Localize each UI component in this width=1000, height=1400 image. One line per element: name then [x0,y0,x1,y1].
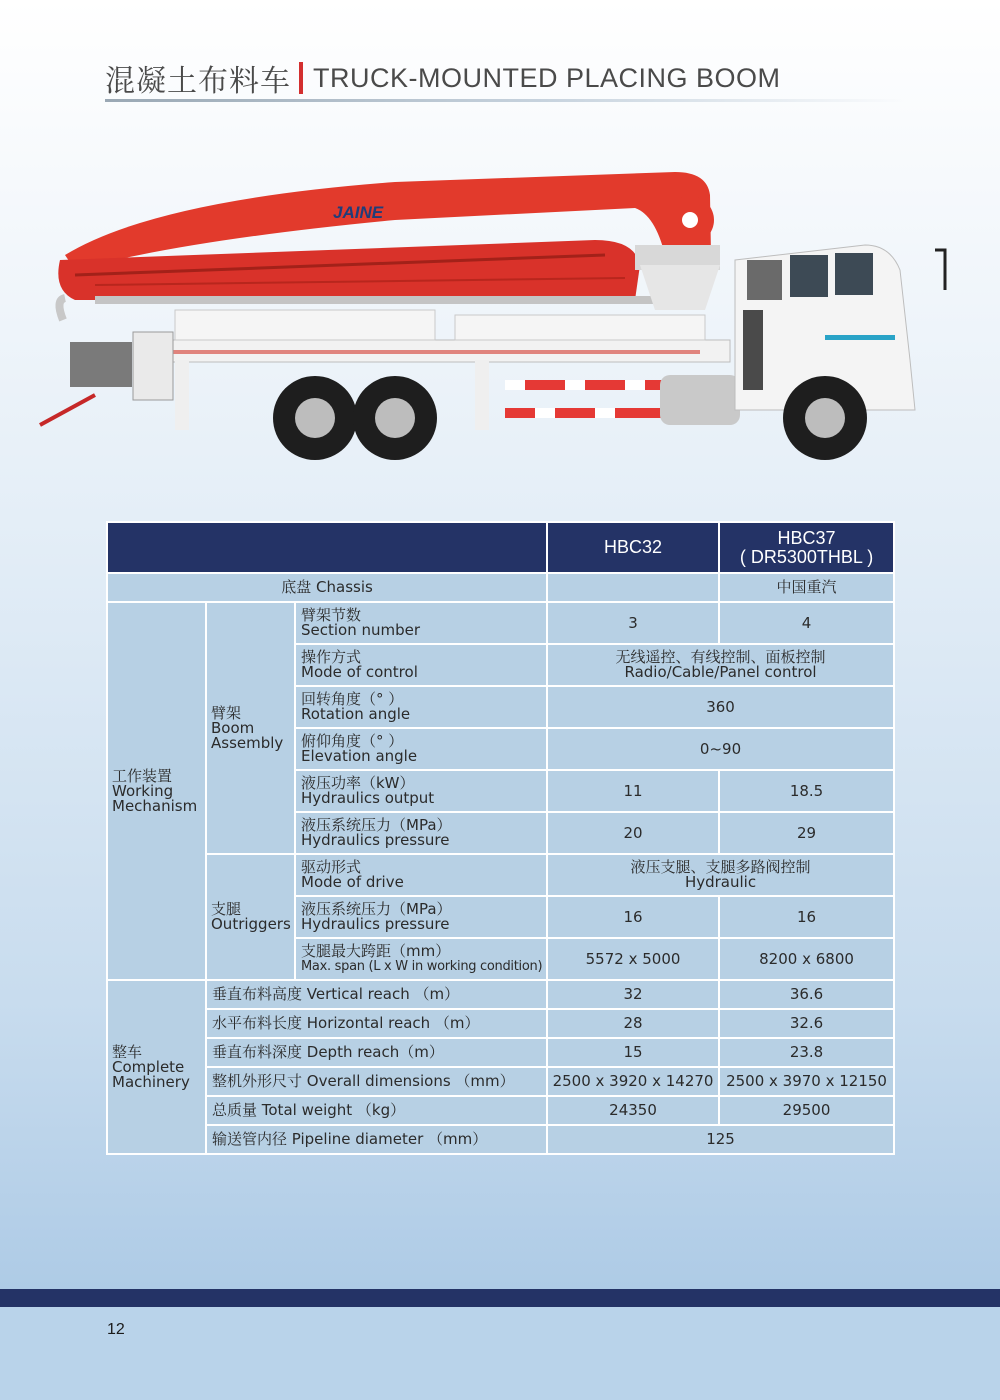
footer-band [0,1289,1000,1307]
cell-hbc32: 24350 [547,1096,719,1125]
cell-hbc37: 36.6 [719,980,894,1009]
cell-hbc32: 32 [547,980,719,1009]
row-label: 总质量 Total weight （kg） [206,1096,547,1125]
row-label: 整机外形尺寸 Overall dimensions （mm） [206,1067,547,1096]
group-boom-assembly: 臂架 Boom Assembly [206,602,295,854]
page-header [105,58,781,98]
cell-hbc37: 2500 x 3970 x 12150 [719,1067,894,1096]
row-label: 操作方式 Mode of control [295,644,547,686]
cell-hbc37: 8200 x 6800 [719,938,894,980]
table-row [107,602,894,644]
table-row [107,1125,894,1154]
model-hbc37: HBC37 ( DR5300THBL ) [719,522,894,573]
cell-hbc32: 2500 x 3920 x 14270 [547,1067,719,1096]
row-label: 液压系统压力（MPa） Hydraulics pressure [295,812,547,854]
table-row [107,1096,894,1125]
cell-hbc32: 5572 x 5000 [547,938,719,980]
chassis-hbc37: 中国重汽 [719,573,894,602]
row-label: 回转角度（° ） Rotation angle [295,686,547,728]
group-complete-machinery: 整车 Complete Machinery [107,980,206,1154]
table-row-chassis [107,573,894,602]
row-label: 水平布料长度 Horizontal reach （m） [206,1009,547,1038]
cell-hbc37: 4 [719,602,894,644]
cell-hbc37: 32.6 [719,1009,894,1038]
group-working-mechanism: 工作装置 Working Mechanism [107,602,206,980]
cell-merged: 0~90 [547,728,894,770]
row-label: 液压系统压力（MPa） Hydraulics pressure [295,896,547,938]
cell-hbc37: 18.5 [719,770,894,812]
cell-hbc32: 16 [547,896,719,938]
cell-hbc37: 29500 [719,1096,894,1125]
row-label: 液压功率（kW） Hydraulics output [295,770,547,812]
cell-hbc32: 28 [547,1009,719,1038]
table-row [107,980,894,1009]
page-number: 12 [107,1321,125,1338]
cell-hbc37: 23.8 [719,1038,894,1067]
header-blank [107,522,547,573]
row-label: 驱动形式 Mode of drive [295,854,547,896]
group-outriggers: 支腿 Outriggers [206,854,295,980]
cell-merged: 360 [547,686,894,728]
cell-hbc37: 16 [719,896,894,938]
cell-hbc32: 3 [547,602,719,644]
truck-logo: JAINE [333,203,384,222]
footer-area [0,1307,1000,1400]
cell-hbc32: 20 [547,812,719,854]
title-divider [299,62,303,94]
cell-hbc32: 15 [547,1038,719,1067]
row-label: 支腿最大跨距（mm） Max. span (L x W in working condition) [295,938,547,980]
table-row [107,854,894,896]
page-title-cn: 混凝土布料车 [105,64,291,99]
table-row [107,1038,894,1067]
row-label: 俯仰角度（° ） Elevation angle [295,728,547,770]
row-label: 臂架节数 Section number [295,602,547,644]
table-header-row [107,522,894,573]
chassis-label: 底盘 Chassis [107,573,547,602]
table-row [107,1009,894,1038]
truck-illustration [35,160,965,475]
table-row [107,1067,894,1096]
page-title-en: TRUCK-MOUNTED PLACING BOOM [313,62,781,93]
row-label: 垂直布料高度 Vertical reach （m） [206,980,547,1009]
chassis-hbc32 [547,573,719,602]
spec-table [106,521,895,1155]
header-rule [105,99,905,102]
model-hbc32: HBC32 [547,522,719,573]
boom-arm [58,172,714,320]
cell-hbc37: 29 [719,812,894,854]
cell-merged: 无线遥控、有线控制、面板控制 Radio/Cable/Panel control [547,644,894,686]
cell-hbc32: 11 [547,770,719,812]
cell-merged: 125 [547,1125,894,1154]
cell-merged: 液压支腿、支腿多路阀控制 Hydraulic [547,854,894,896]
row-label: 垂直布料深度 Depth reach（m） [206,1038,547,1067]
row-label: 输送管内径 Pipeline diameter （mm） [206,1125,547,1154]
